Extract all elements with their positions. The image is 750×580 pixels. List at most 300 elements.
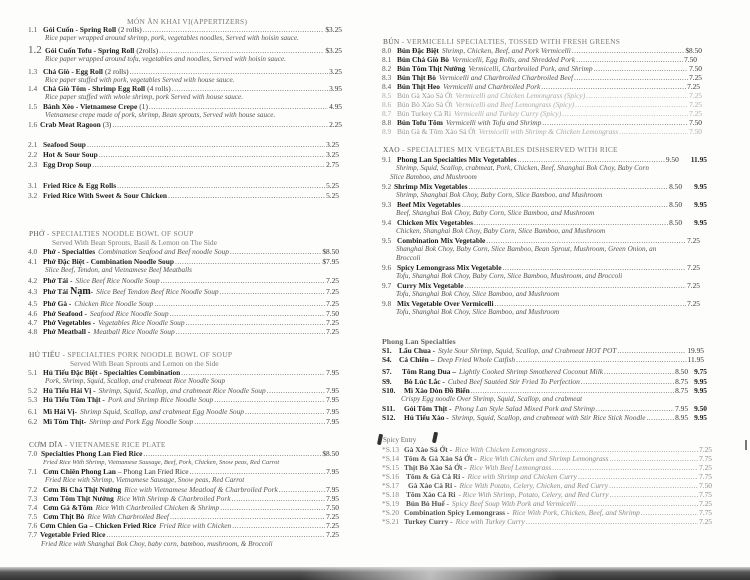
menu-item-8-7 <box>382 109 702 118</box>
item-price: 7.25 <box>689 100 702 109</box>
leader-dots <box>646 413 674 422</box>
menu-item-4-2 <box>28 276 339 285</box>
item-description: Rice paper stuffed with pork, vegetables Served with house sauce. <box>45 76 235 84</box>
item-description: Vermicelli and Beef Lemongrass (Spicy) <box>455 100 575 109</box>
item-price: 19.95 <box>687 346 704 355</box>
leader-dots <box>619 127 688 136</box>
item-price-small: 8.95 <box>675 413 689 422</box>
item-price-small: 8.50 <box>669 182 683 191</box>
appetizers-title: MÓN ĂN KHAI VỊ(APPERTIZERS) <box>127 17 248 26</box>
item-description: Vermicelli with Shrimp & Chicken Lemongrass <box>478 127 619 136</box>
item-price: 7.75 <box>699 472 712 481</box>
item-price: 7.50 <box>689 118 702 127</box>
item-number: S1. <box>382 346 392 355</box>
item-price: 7.95 <box>326 368 339 377</box>
menu-item-7-0 <box>28 449 339 458</box>
menu-item-8-4 <box>382 82 700 91</box>
section-title-rest: - SPECIALTIES PORK NOODLE BOWL OF SOUP <box>60 350 233 359</box>
item-description: Fried Rice With Shrimp, Vietnamese Sausage, Beef, Pork, Chicken, Snow peas, Red Carrot <box>43 459 280 466</box>
item-number: 9.1 <box>382 155 392 164</box>
item-name: Phở Gà - <box>43 299 72 308</box>
item-name: Thịt Bò Xào Sả Ớt - <box>404 463 467 472</box>
item-name: Spicy Lemongrass Mix Vegetable <box>397 263 502 272</box>
item-number: 7.3 <box>28 494 38 503</box>
item-price-large: 9.95 <box>694 386 707 395</box>
menu-item-1-5 <box>28 102 342 111</box>
item-number: 1.4 <box>28 84 38 93</box>
item-description: Rice paper wrapped around shrimp, pork, vegetables noodles, Served with hoisin sauce. <box>45 34 299 42</box>
phong-lan-section-title: Phong Lan Specialties <box>382 337 456 346</box>
menu-item-5-3 <box>28 395 339 404</box>
menu-item-1-6 <box>28 120 342 129</box>
item-name: Mì Tôm Thịt- <box>43 417 87 426</box>
item-price: 7.50 <box>684 55 697 64</box>
item-portion: (1) <box>139 102 148 111</box>
leader-dots <box>578 472 698 481</box>
item-description: Rice With Charbroiled Beef <box>87 512 169 521</box>
item-number: 8.5 <box>382 91 392 100</box>
item-number: 9.5 <box>382 236 392 245</box>
item-number: 2.1 <box>28 140 38 149</box>
menu-item-9-4 <box>382 218 707 227</box>
leader-dots <box>220 286 325 297</box>
item-number: S11. <box>382 404 395 413</box>
leader-dots <box>168 191 325 200</box>
item-name: Phở - Specialties <box>43 247 96 256</box>
leader-dots <box>186 318 326 327</box>
menu-item-9-7 <box>382 281 700 290</box>
item-number: 9.6 <box>382 263 392 272</box>
item-number: 3.2 <box>28 191 38 200</box>
leader-dots <box>106 530 325 539</box>
menu-item-4-5 <box>28 299 339 308</box>
pho-section-title <box>29 229 194 238</box>
item-number: 1.5 <box>28 102 38 111</box>
chili-pepper-icon <box>432 432 438 444</box>
item-name: Bún Thịt Bò <box>397 73 436 82</box>
item-number: 5.2 <box>28 386 38 395</box>
item-number: 6.2 <box>28 417 38 426</box>
item-description: Rice With Pork, Chicken, Beef, and Shrimp <box>512 508 640 517</box>
item-description: Vermicelli with Tofu and Shrimp <box>445 118 542 127</box>
item-price: 7.25 <box>326 530 339 539</box>
item-name: Bún Đặc Biệt <box>397 46 439 55</box>
item-price-large: 9.95 <box>694 377 707 386</box>
leader-dots <box>99 150 325 159</box>
menu-item-1-4 <box>28 84 342 93</box>
item-price: 3.25 <box>326 140 339 149</box>
item-price: 7.95 <box>326 467 339 476</box>
item-price: $3.25 <box>325 25 342 34</box>
item-price: 7.50 <box>689 127 702 136</box>
item-number: S9. <box>382 377 392 386</box>
item-number: 4.5 <box>28 299 38 308</box>
item-price: 7.25 <box>326 276 339 285</box>
menu-item-7-5 <box>28 512 339 521</box>
item-price: 7.25 <box>326 299 339 308</box>
item-description: Rice with Shrimp and Chicken Curry <box>467 472 577 481</box>
item-price-large: 11.95 <box>690 155 707 164</box>
item-number: 4.2 <box>28 276 38 285</box>
leader-dots <box>92 160 325 169</box>
item-price-large: 9.95 <box>694 218 707 227</box>
item-price-small: 8.50 <box>669 218 683 227</box>
item-price: 7.25 <box>689 91 702 100</box>
item-price: $8.50 <box>685 46 702 55</box>
item-description: Chicken, Shanghai Bok Choy, Baby Corn, Slice Bamboo, and Mushroom <box>396 227 606 235</box>
item-number: 7.6 <box>28 521 38 530</box>
item-number: 8.6 <box>382 100 392 109</box>
menu-item-4-8 <box>28 327 339 336</box>
item-price: 4.95 <box>329 102 342 111</box>
item-price: 7.75 <box>699 508 712 517</box>
leader-dots <box>161 276 325 285</box>
menu-item-7-2 <box>28 485 339 494</box>
item-price: 7.25 <box>699 517 712 526</box>
leader-dots <box>176 327 325 336</box>
item-price: 7.50 <box>699 481 712 490</box>
menu-item-6-2 <box>28 417 339 426</box>
leader-dots <box>469 182 669 191</box>
leader-dots <box>495 299 687 308</box>
menu-item-7-3 <box>28 494 339 503</box>
item-number: S7. <box>382 367 392 376</box>
item-description: Vietnamese crepe made of pork, shrimp, Bean sprouts, Served with house sauce. <box>45 111 276 119</box>
item-price: 7.95 <box>326 395 339 404</box>
leader-dots <box>575 100 688 109</box>
leader-dots <box>143 449 321 458</box>
item-number: 1.6 <box>28 120 38 129</box>
item-price: 7.25 <box>326 521 339 530</box>
item-price: 7.25 <box>699 499 712 508</box>
item-description: Vegetables Rice Noodle Soup <box>98 318 185 327</box>
item-price: 11.95 <box>687 355 704 364</box>
item-number: *S.15 <box>382 463 400 472</box>
item-description: Broccoli <box>396 254 421 262</box>
item-description: Fried Rice with Shanghai Bok Choy, baby corn, bamboo, mushroom, & Broccoli <box>41 540 273 548</box>
item-number: 9.7 <box>382 281 392 290</box>
item-number: 8.3 <box>382 73 392 82</box>
item-name: Mì Hải Vị- <box>43 407 77 416</box>
leader-dots <box>175 257 321 266</box>
item-name: Phở Tái <box>43 287 69 296</box>
item-description: Rice With Chicken Lemongrass <box>455 445 548 454</box>
item-name: Phở Meatball - <box>43 327 91 336</box>
item-number: 4.0 <box>28 247 38 256</box>
item-name: Bò Lúc Lắc - <box>404 377 445 386</box>
item-number: 1.1 <box>28 25 38 34</box>
leader-dots <box>130 67 329 76</box>
item-name: Chicken Mix Vegetables <box>397 218 473 227</box>
item-description: Rice paper stuffed with whole shrimp, pork Served with house sauce. <box>45 93 244 101</box>
item-number: 1.3 <box>28 67 38 76</box>
item-description: Deep Fried Whole Catfish <box>437 355 516 364</box>
item-price-large: 9.75 <box>694 367 707 376</box>
item-name: Bún Turkey Cà Ri <box>397 109 452 118</box>
item-price: 7.25 <box>689 109 702 118</box>
menu-item-9-2 <box>382 182 707 191</box>
item-description: Vermicelli, Egg Rolls, and Shredded Pork <box>451 55 576 64</box>
item-portion: (4 rolls) <box>147 84 171 93</box>
leader-dots <box>214 395 325 404</box>
item-description: Shrimp, Chicken, Beef, and Pork Vermicelli <box>441 46 571 55</box>
menu-item-s13 <box>382 445 712 454</box>
item-name: Hủ Tiếu Xào - <box>404 413 449 422</box>
leader-dots <box>552 463 698 472</box>
leader-dots <box>230 247 321 256</box>
menu-item-1-1 <box>28 25 342 34</box>
item-number: 7.2 <box>28 485 38 494</box>
menu-item-4-6 <box>28 309 339 318</box>
item-price-small: 8.50 <box>669 200 683 209</box>
menu-item-s10 <box>382 386 707 395</box>
item-name: Gỏi Cuốn Tofu - Spring Roll <box>45 46 135 55</box>
item-description: Rice with Turkey Curry <box>455 517 525 526</box>
item-name: Tôm Rang Dua – <box>402 367 457 376</box>
item-number: 9.8 <box>382 299 392 308</box>
item-price: 7.75 <box>699 490 712 499</box>
leader-dots <box>486 236 686 245</box>
menu-item-2-2 <box>28 150 339 159</box>
leader-dots <box>574 73 688 82</box>
item-name: Fried Rice & Egg Rolls <box>43 181 117 190</box>
item-description: Crispy Egg noodle Over Shrimp, Squid, Scallop, and crabmeat <box>401 395 583 403</box>
item-portion: (2rolls) <box>136 46 159 55</box>
item-description: Tofu, Shanghai Bok Choy, Baby Corn, Slice Bamboo, Mushroom, and Broccoli <box>396 272 623 280</box>
item-description: Beef, Shanghai Bok Choy, Baby Corn, Slice Bamboo, and Mushroom <box>396 209 595 217</box>
leader-dots <box>170 309 326 318</box>
item-number: 2.3 <box>28 160 38 169</box>
item-name: Tôm Xào Cà Ri <box>406 490 456 499</box>
item-price: 7.95 <box>326 485 339 494</box>
item-number: *S.18 <box>382 490 400 499</box>
section-title-rest: - VERMICELLI SPECIALTIES, TOSSED WITH FRESH GREENS <box>399 37 621 46</box>
item-number: 4.6 <box>28 309 38 318</box>
leader-dots <box>112 120 328 129</box>
item-name: Bún Tofu Tôm <box>397 118 443 127</box>
pho-subtitle: Served With Bean Sprouts, Basil & Lemon on The Side <box>52 238 217 247</box>
item-number: 7.7 <box>28 530 38 539</box>
item-name: Mì Xào Dòn Đồ Biển <box>404 386 470 395</box>
item-number: 8.7 <box>382 109 392 118</box>
leader-dots <box>474 218 668 227</box>
item-name: Specialties Phong Lan Fied Rice <box>41 449 143 458</box>
item-price: 3.95 <box>329 84 342 93</box>
item-number: S4. <box>382 355 392 364</box>
item-description: Pork and Shrimp Rice Noodle Soup <box>107 395 214 404</box>
leader-dots <box>117 181 325 190</box>
item-price: 7.25 <box>687 299 700 308</box>
item-name: Combination Spicy Lemongrass - <box>404 508 510 517</box>
menu-item-7-4 <box>28 503 339 512</box>
item-description: Rice With Beef Lemongrass <box>469 463 552 472</box>
section-title-rest: - VIETNAMESE RICE PLATE <box>62 440 166 449</box>
menu-item-s11 <box>382 404 707 413</box>
item-name: Cơm Chiên Phong Lan <box>43 467 116 476</box>
item-description: Seafood Rice Noodle Soup <box>89 309 169 318</box>
leader-dots <box>154 299 325 308</box>
menu-item-9-6 <box>382 263 700 272</box>
item-price-small: 8.75 <box>675 377 689 386</box>
item-price: 7.25 <box>687 263 700 272</box>
item-description: Cubed Beef Sautéed Stir Fried To Perfection <box>447 377 580 386</box>
item-description: Rice With Chicken and Shrimp Lemongrass <box>479 454 609 463</box>
menu-item-1-3 <box>28 67 342 76</box>
item-description: Shrimp, Squid, Scallop, and crabmeat Rice Noodle Soup <box>98 386 266 395</box>
item-description: Rice With Shrimp & Charbroiled Pork <box>116 494 231 503</box>
leader-dots <box>462 200 668 209</box>
leader-dots <box>576 55 683 64</box>
section-title-main: PHỞ <box>29 229 45 238</box>
item-name: Gỏi Tôm Thịt - <box>404 404 452 413</box>
item-price: 7.95 <box>326 494 339 503</box>
item-name: Bún Bò Xào Sả Ớt <box>397 100 453 109</box>
item-description: Slice Beef, Tendon, and Vietnamese Beef Meatballs <box>45 266 192 274</box>
menu-item-s7 <box>382 367 707 376</box>
item-name: Bún Gà Xào Sả Ớt <box>397 91 453 100</box>
menu-item-4-3 <box>28 286 339 297</box>
leader-dots <box>143 25 325 34</box>
item-description: Tofu, Shanghai Bok Choy, Slice Bamboo, and Mushroom <box>396 290 560 298</box>
item-name: Hủ Tiếu Tôm Thịt - <box>43 395 105 404</box>
leader-dots <box>87 140 325 149</box>
item-description: Rice paper wrapped around tofu, vegetables and noodles, Served with hoisin sauce. <box>45 55 286 63</box>
leader-dots <box>181 368 325 377</box>
xao-section-title <box>383 145 618 154</box>
leader-dots <box>518 155 665 164</box>
hu-tieu-subtitle: Served With Bean Sprouts and Lemon on the Side <box>70 359 219 368</box>
menu-item-7-7 <box>28 530 339 539</box>
menu-item-8-3 <box>382 73 702 82</box>
item-name: Chả Giò Tôm - Shrimp Egg Roll <box>43 84 146 93</box>
item-name: Hot & Sour Soup <box>43 150 98 159</box>
item-price: 7.95 <box>326 386 339 395</box>
com-dia-section-title <box>29 440 166 449</box>
bun-section-title <box>383 37 620 46</box>
item-description: Fried Rice with Shrimp, Vietnamese Sausage, Snow peas, Red Carrot <box>45 476 245 484</box>
item-description: Fried Rice with Chicken <box>159 521 232 530</box>
item-price-small: 7.95 <box>675 404 689 413</box>
item-number: 7.5 <box>28 512 38 521</box>
item-price: $8.50 <box>322 247 339 256</box>
leader-dots <box>610 490 699 499</box>
item-price: 5.25 <box>326 181 339 190</box>
item-number: 7.4 <box>28 503 38 512</box>
item-name: Lẩu Chua - <box>399 346 436 355</box>
item-price: 7.95 <box>326 407 339 416</box>
item-description: Style Sour Shrimp, Squid, Scallop, and Crabmeat HOT POT <box>438 346 617 355</box>
menu-item-s4 <box>382 355 704 364</box>
item-price: 7.75 <box>699 454 712 463</box>
section-title-main: XAO <box>383 145 400 154</box>
item-price: $8.50 <box>322 449 339 458</box>
item-name: Mix Vegetable Over Vermicelli <box>397 299 494 308</box>
item-description: Vermicelli and Turkey Curry (Spicy) <box>454 109 562 118</box>
leader-dots <box>471 386 674 395</box>
item-number: 4.7 <box>28 318 38 327</box>
item-name: Bún Bò Huế - <box>406 499 449 508</box>
leader-dots <box>541 82 686 91</box>
item-number: 9.4 <box>382 218 392 227</box>
section-title-rest: - SPECIALTIES MIX VEGETABLES DISHSERVED WITH RICE <box>399 145 618 154</box>
menu-item-7-6 <box>28 521 339 530</box>
item-name: Curry Mix Vegetable <box>397 281 464 290</box>
item-name: Phở Đặc Biệt - Combination Noodle Soup <box>43 257 174 266</box>
item-description: Vermicelli and Chicken Lemongrass (Spicy) <box>455 91 586 100</box>
menu-item-s17 <box>382 481 712 490</box>
item-name: Bún Tôm Thịt Nướng <box>397 64 466 73</box>
item-description: Shrimp, Squid, Scallop, crabmeat, Pork, Chicken, Beef, Shanghai Bok Choy, Baby Corn <box>396 164 649 172</box>
item-name: Bún Gà & Tôm Xào Sả Ớt <box>397 127 476 136</box>
item-number: S12. <box>382 413 396 422</box>
item-price: 7.50 <box>326 503 339 512</box>
leader-dots <box>604 367 674 376</box>
item-number: 4.8 <box>28 327 38 336</box>
menu-item-8-8 <box>382 118 702 127</box>
item-price: 7.25 <box>326 327 339 336</box>
item-price: 7.25 <box>699 445 712 454</box>
item-number: 8.0 <box>382 46 392 55</box>
item-price-small: 8.75 <box>675 386 689 395</box>
leader-dots <box>609 454 698 463</box>
item-name-emphasis: Nạm <box>70 286 91 297</box>
leader-dots <box>503 263 687 272</box>
item-price: 7.95 <box>326 417 339 426</box>
item-number: *S.20 <box>382 508 400 517</box>
item-number: 5.1 <box>28 368 38 377</box>
item-name: Cơm Thịt Bò <box>43 512 85 521</box>
menu-item-s1 <box>382 346 704 355</box>
item-price: 7.25 <box>326 512 339 521</box>
item-name: Phở Tái - <box>43 276 73 285</box>
leader-dots <box>172 84 328 93</box>
item-name: Cơm Chien Ga – Chicken Fried Rice <box>40 521 157 530</box>
item-number: 3.1 <box>28 181 38 190</box>
leader-dots <box>279 485 325 494</box>
leader-dots <box>641 508 698 517</box>
item-description: Meatball Rice Noodle Soup <box>93 327 175 336</box>
item-price-large: 9.95 <box>694 200 707 209</box>
item-price: 3.25 <box>326 150 339 159</box>
menu-item-s12 <box>382 413 707 422</box>
item-name: Hủ Tiếu Hải Vị - <box>43 386 96 395</box>
leader-dots <box>562 109 688 118</box>
menu-item-s19 <box>382 499 712 508</box>
item-number: 8.2 <box>382 64 392 73</box>
item-price: 5.25 <box>326 191 339 200</box>
menu-item-6-1 <box>28 407 339 416</box>
item-number: *S.14 <box>382 454 400 463</box>
item-number: 4.3 <box>28 287 38 296</box>
menu-item-9-1 <box>382 155 707 164</box>
leader-dots <box>516 355 687 364</box>
item-description: Shanghai Bok Choy, Baby Corn, Slice Bamboo, Bean Sprout, Mushroom, Green Onion, an <box>396 245 657 253</box>
item-name-separator: - <box>90 287 94 296</box>
item-description: Spicy Beef Soup With Pork and Vermicelli <box>451 499 576 508</box>
item-number: 8.9 <box>382 127 392 136</box>
item-number: 7.1 <box>28 467 38 476</box>
leader-dots <box>245 407 325 416</box>
item-description: Vermicelli, Charbroiled Pork, and Shrimp <box>468 64 593 73</box>
leader-dots <box>232 494 326 503</box>
menu-item-4-1 <box>28 257 339 266</box>
leader-dots <box>549 445 698 454</box>
menu-item-2-3 <box>28 160 339 169</box>
item-description: Rice With Charbroiled Chicken & Shrimp <box>95 503 220 512</box>
menu-item-s16 <box>382 472 712 481</box>
item-portion: (2 rolls) <box>118 25 142 34</box>
item-name: Chả Giò - Egg Roll <box>43 67 103 76</box>
